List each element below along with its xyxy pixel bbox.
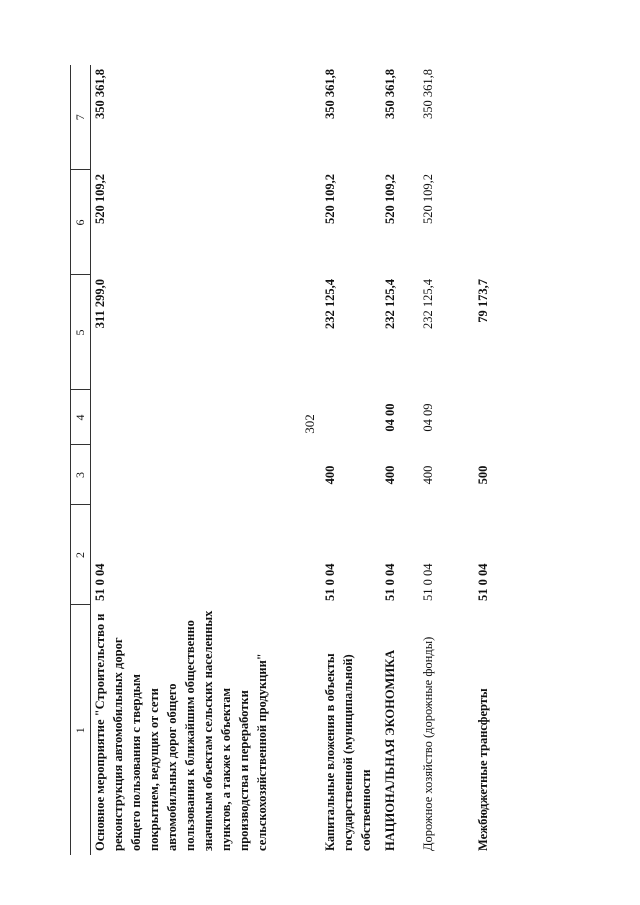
expense-type: 500 [476, 465, 490, 485]
expense-type: 400 [421, 465, 435, 485]
target-code: 51 0 04 [323, 563, 337, 601]
amount-col5: 232 125,4 [421, 279, 435, 329]
row-name: Основное мероприятие "Строительство и реконструкция автомобильных дорог общего пользования с твердым покрытием, ведущих от сети автомобильных дорог общего пользования к ближайшим общественно значимым объектам сельских населенных пунктов, а также к объектам производства и переработки сельскохозяйственной продукции" [93, 610, 269, 851]
amount-col7 [474, 65, 514, 170]
amount-col6: 520 109,2 [383, 174, 397, 224]
row-name: Межбюджетные трансферты [476, 688, 490, 851]
column-header: 6 [71, 170, 91, 275]
section-code [474, 390, 514, 445]
column-header: 3 [71, 445, 91, 505]
amount-col5: 232 125,4 [323, 279, 337, 329]
amount-col5: 311 299,0 [93, 279, 107, 329]
table-row [419, 65, 474, 855]
expense-type [91, 445, 322, 505]
amount-col6: 520 109,2 [93, 174, 107, 224]
target-code: 51 0 04 [383, 563, 397, 601]
column-header: 4 [71, 390, 91, 445]
column-header: 2 [71, 505, 91, 605]
amount-col6 [474, 170, 514, 275]
column-header: 7 [71, 65, 91, 170]
budget-table [70, 65, 514, 855]
page-number: 302 [302, 414, 317, 434]
table-header-row [71, 65, 91, 855]
table-row [91, 65, 322, 855]
amount-col7: 350 361,8 [421, 69, 435, 119]
row-name: Дорожное хозяйство (дорожные фонды) [421, 636, 435, 851]
target-code: 51 0 04 [93, 563, 107, 601]
section-code [91, 390, 322, 445]
section-code: 04 00 [383, 403, 397, 432]
expense-type: 400 [383, 465, 397, 485]
amount-col7: 350 361,8 [93, 69, 107, 119]
section-code [321, 390, 381, 445]
section-code: 04 09 [421, 403, 435, 432]
table-row [321, 65, 381, 855]
amount-col6: 520 109,2 [421, 174, 435, 224]
expense-type: 400 [323, 465, 337, 485]
row-name: Капитальные вложения в объекты государственной (муниципальной) собственности [323, 653, 373, 851]
column-header: 5 [71, 275, 91, 390]
amount-col7: 350 361,8 [383, 69, 397, 119]
amount-col7: 350 361,8 [323, 69, 337, 119]
target-code: 51 0 04 [476, 563, 490, 601]
rotated-content [70, 65, 530, 855]
rotated-sheet [70, 65, 530, 855]
amount-col6: 520 109,2 [323, 174, 337, 224]
column-header: 1 [71, 605, 91, 855]
table-row [474, 65, 514, 855]
amount-col5: 79 173,7 [476, 279, 490, 323]
target-code: 51 0 04 [421, 563, 435, 601]
table-row [381, 65, 419, 855]
row-name: НАЦИОНАЛЬНАЯ ЭКОНОМИКА [383, 649, 397, 851]
amount-col5: 232 125,4 [383, 279, 397, 329]
